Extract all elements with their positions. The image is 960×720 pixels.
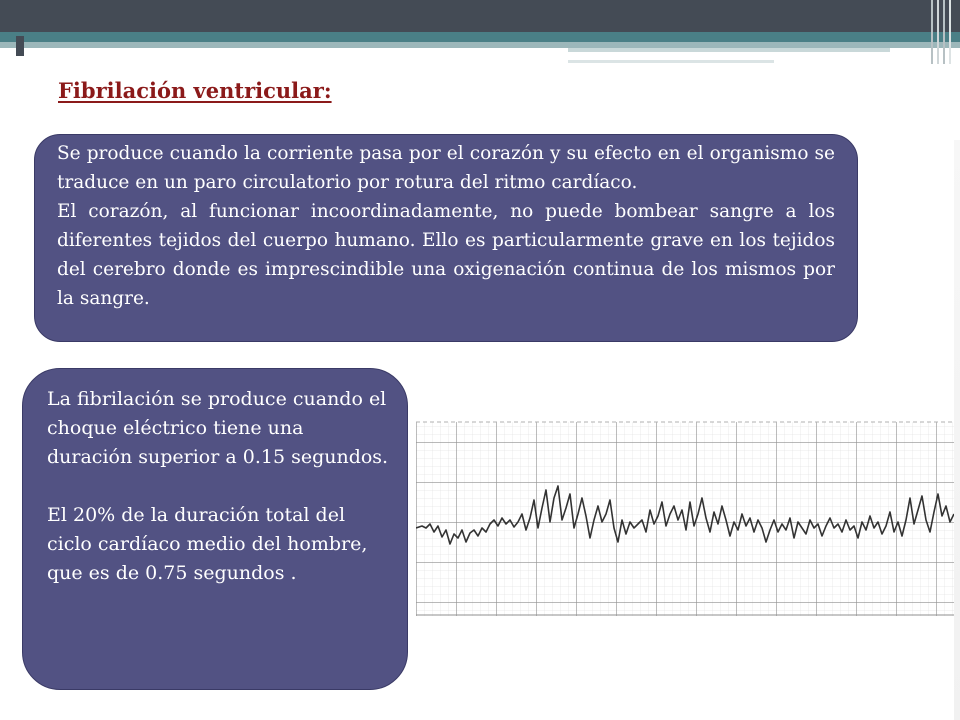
definition-box bbox=[34, 134, 858, 342]
header-left-marker bbox=[16, 36, 24, 56]
slide-title: Fibrilación ventricular: bbox=[58, 78, 332, 103]
slide-right-edge bbox=[954, 140, 960, 720]
header-accent-line-short bbox=[568, 60, 774, 63]
header-accent-line bbox=[568, 48, 890, 52]
duration-paragraph-2: El 20% de la duración total del ciclo cardíaco medio del hombre, que es de 0.75 segundos . bbox=[47, 504, 368, 584]
header-teal-band bbox=[0, 32, 960, 42]
ecg-image bbox=[416, 402, 954, 616]
duration-paragraph-1: La fibrilación se produce cuando el choque eléctrico tiene una duración superior a 0.15 segundos. bbox=[47, 388, 389, 468]
header-stripes bbox=[928, 0, 954, 64]
definition-paragraph-1: Se produce cuando la corriente pasa por el corazón y su efecto en el organismo se traduce en un paro circulatorio por rotura del ritmo cardíaco. bbox=[57, 143, 835, 193]
definition-paragraph-2: El corazón, al funcionar incoordinadamente, no puede bombear sangre a los diferentes tejidos del cuerpo humano. Ello es particularmente grave en los tejidos del cerebro donde es imprescindible una oxigenación continua de los mismos por la sangre. bbox=[57, 201, 835, 309]
ecg-trace-icon bbox=[416, 402, 954, 616]
duration-box bbox=[22, 368, 408, 690]
header-bar bbox=[0, 0, 960, 32]
paragraph-spacer bbox=[47, 472, 391, 501]
